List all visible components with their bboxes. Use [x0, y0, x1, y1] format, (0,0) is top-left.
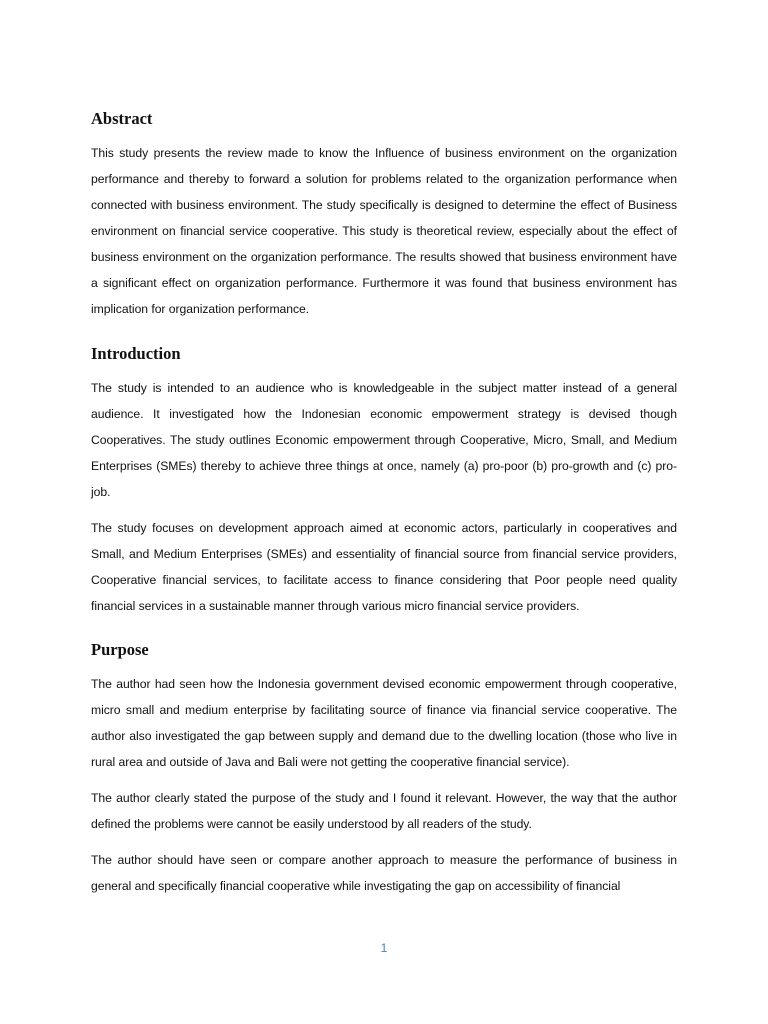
introduction-paragraph-2: The study focuses on development approach aimed at economic actors, particularly in cooperatives and Small, and Medium Enterprises (SMEs) and essentiality of financial source from financial service providers, Cooperative financial services, to facilitate access to finance considering that Poor people need quality financial services in a sustainable manner through various micro financial service providers.	[91, 521, 677, 613]
purpose-paragraph-3: The author should have seen or compare another approach to measure the performance of business in general and specifically financial cooperative while investigating the gap on accessibility of financial	[91, 853, 677, 893]
purpose-heading: Purpose	[91, 640, 149, 659]
introduction-paragraph-1: The study is intended to an audience who is knowledgeable in the subject matter instead of a general audience. It investigated how the Indonesian economic empowerment strategy is devised though Cooperatives. The study outlines Economic empowerment through Cooperative, Micro, Small, and Medium Enterprises (SMEs) thereby to achieve three things at once, namely (a) pro-poor (b) pro-growth and (c) pro-job.	[91, 381, 677, 499]
abstract-heading: Abstract	[91, 109, 153, 128]
page-content	[91, 104, 677, 899]
introduction-heading: Introduction	[91, 344, 181, 363]
purpose-paragraph-2: The author clearly stated the purpose of the study and I found it relevant. However, the way that the author defined the problems were cannot be easily understood by all readers of the study.	[91, 791, 677, 831]
page-number: 1	[380, 941, 388, 955]
purpose-paragraph-1: The author had seen how the Indonesia government devised economic empowerment through cooperative, micro small and medium enterprise by facilitating source of finance via financial service cooperative. The author also investigated the gap between supply and demand due to the dwelling location (those who live in rural area and outside of Java and Bali were not getting the cooperative financial service).	[91, 677, 677, 769]
abstract-paragraph: This study presents the review made to know the Influence of business environment on the organization performance and thereby to forward a solution for problems related to the organization performance when connected with business environment. The study specifically is designed to determine the effect of Business environment on financial service cooperative. This study is theoretical review, especially about the effect of business environment on the organization performance. The results showed that business environment have a significant effect on organization performance. Furthermore it was found that business environment has implication for organization performance.	[91, 146, 677, 316]
